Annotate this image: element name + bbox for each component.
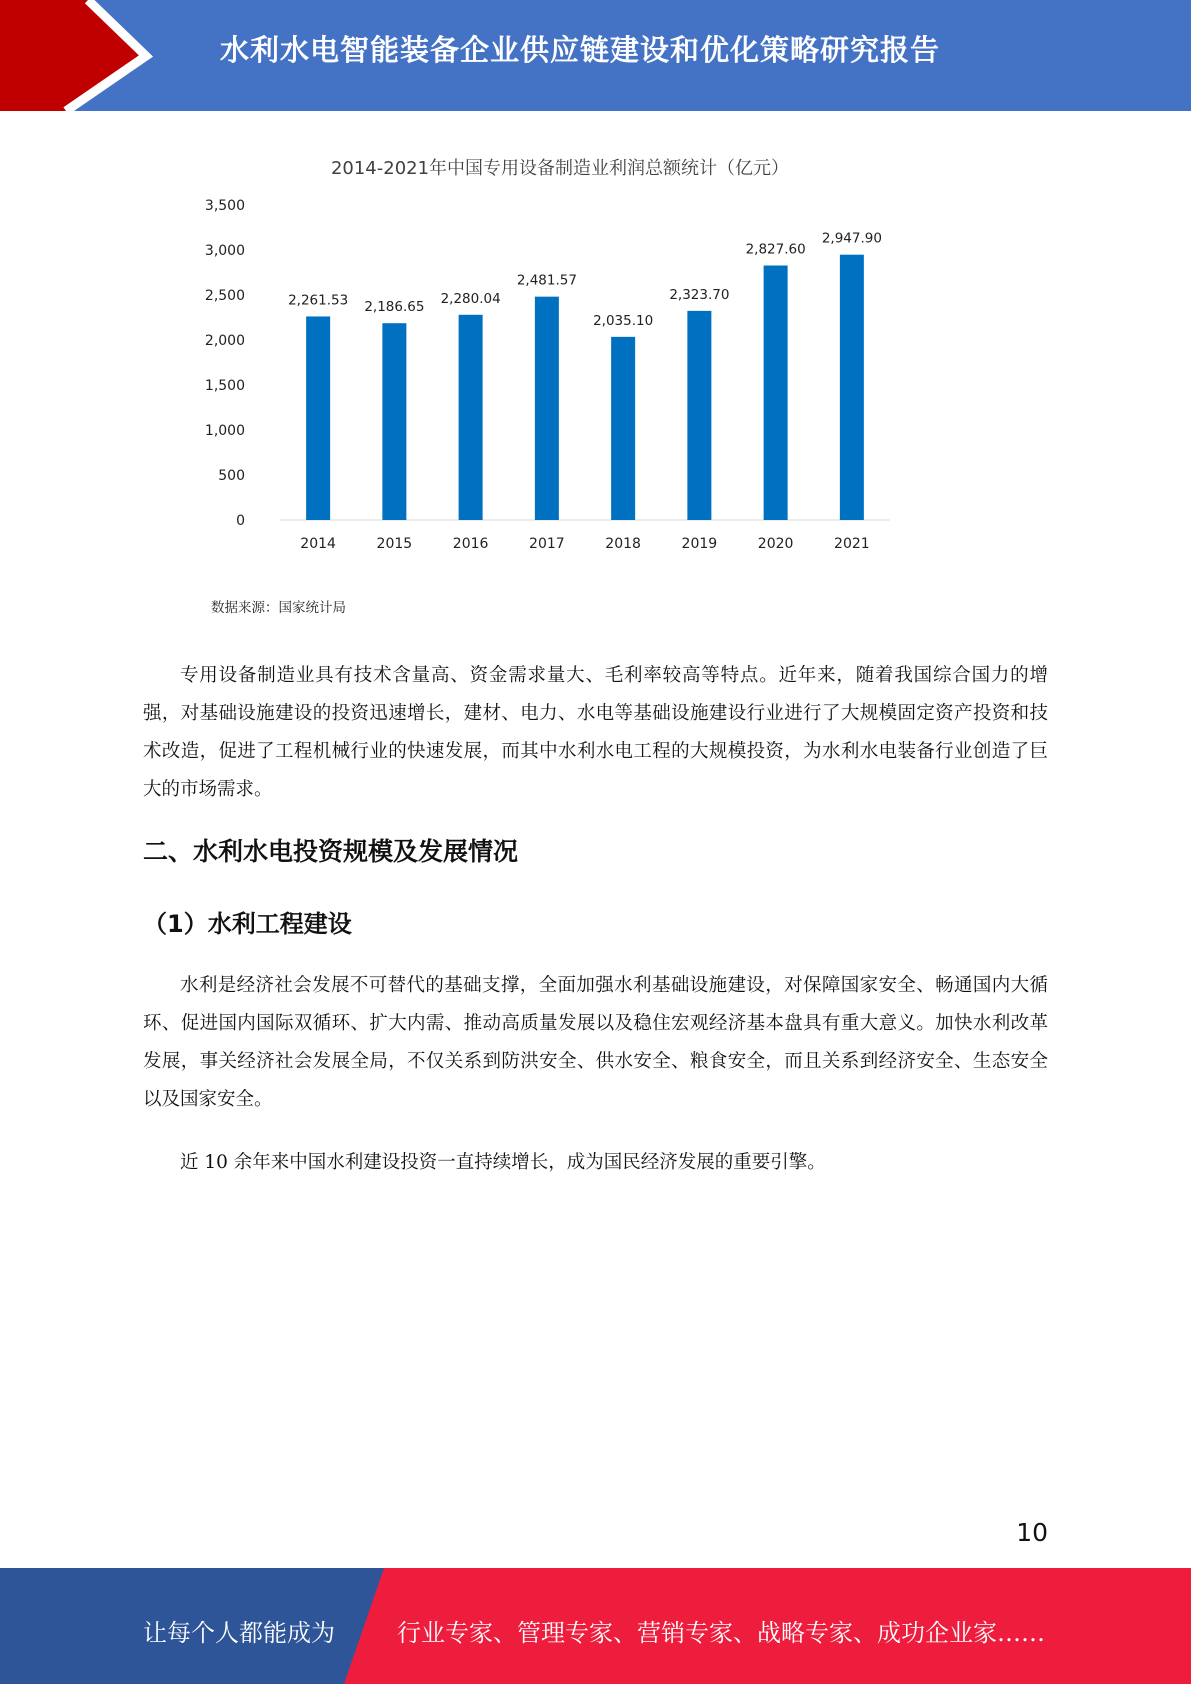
y-tick-label: 2,500 [204, 288, 245, 304]
y-tick-label: 3,000 [204, 243, 245, 259]
y-tick-label: 2,000 [204, 333, 245, 349]
y-tick-label: 0 [236, 513, 245, 529]
bar-2018 [611, 337, 635, 520]
header-chevron-decoration [0, 0, 160, 111]
data-label-2019: 2,323.70 [669, 286, 730, 303]
page-footer [0, 1568, 1191, 1684]
data-label-2017: 2,481.57 [516, 272, 577, 289]
bar-2021 [840, 255, 864, 520]
chart-title: 2014-2021年中国专用设备制造业利润总额统计（亿元） [330, 158, 790, 179]
subsection-heading: （1）水利工程建设 [143, 910, 352, 938]
data-label-2015: 2,186.65 [364, 299, 425, 316]
data-label-2018: 2,035.10 [593, 312, 654, 329]
y-tick-label: 1,500 [204, 378, 245, 394]
bar-2015 [382, 323, 406, 520]
data-label-2021: 2,947.90 [821, 230, 882, 247]
x-tick-label-2016: 2016 [452, 536, 489, 552]
y-axis [205, 198, 245, 529]
x-tick-label-2017: 2017 [529, 536, 565, 552]
x-tick-label-2015: 2015 [376, 536, 413, 552]
bar-2014 [306, 316, 330, 520]
data-label-2016: 2,280.04 [440, 290, 501, 307]
footer-slogan-left: 让每个人都能成为 [143, 1619, 335, 1647]
x-tick-label-2014: 2014 [300, 536, 336, 552]
x-axis [300, 536, 869, 552]
paragraph-water-conservancy: 水利是经济社会发展不可替代的基础支撑，全面加强水利基础设施建设，对保障国家安全、畅通国内大循环、促进国内国际双循环、扩大内需、推动高质量发展以及稳住宏观经济基本盘具有重大意义。加快水利改革发展，事关经济社会发展全局，不仅关系到防洪安全、供水安全、粮食安全，而且关系到经济安全、生态安全以及国家安全。 [143, 975, 1048, 1110]
paragraph-equipment-industry: 专用设备制造业具有技术含量高、资金需求量大、毛利率较高等特点。近年来，随着我国综合国力的增强，对基础设施建设的投资迅速增长，建材、电力、水电等基础设施建设行业进行了大规模固定资产投资和技术改造，促进了工程机械行业的快速发展，而其中水利水电工程的大规模投资，为水利水电装备行业创造了巨大的市场需求。 [143, 665, 1048, 800]
y-tick-label: 1,000 [204, 423, 245, 439]
page-number: 10 [1016, 1518, 1048, 1547]
x-tick-label-2019: 2019 [681, 536, 718, 552]
x-tick-label-2018: 2018 [605, 536, 641, 552]
footer-slogan-right: 行业专家、管理专家、营销专家、战略专家、成功企业家…… [397, 1619, 1045, 1647]
data-label-2020: 2,827.60 [745, 241, 806, 258]
profit-bar-chart [200, 140, 920, 560]
bar-2017 [535, 297, 559, 520]
bar-2020 [764, 266, 788, 520]
x-tick-label-2021: 2021 [834, 536, 870, 552]
report-title: 水利水电智能装备企业供应链建设和优化策略研究报告 [220, 33, 941, 67]
data-label-2014: 2,261.53 [288, 292, 349, 309]
bars-group [288, 231, 882, 520]
y-tick-label: 500 [218, 468, 245, 484]
section-heading: 二、水利水电投资规模及发展情况 [143, 837, 519, 866]
bar-2016 [459, 315, 483, 520]
y-tick-label: 3,500 [204, 198, 245, 214]
page-header [0, 0, 1191, 111]
x-tick-label-2020: 2020 [757, 536, 794, 552]
data-source-note: 数据来源：国家统计局 [211, 600, 346, 616]
paragraph-investment-growth: 近 10 余年来中国水利建设投资一直持续增长，成为国民经济发展的重要引擎。 [180, 1152, 826, 1173]
bar-2019 [687, 311, 711, 520]
